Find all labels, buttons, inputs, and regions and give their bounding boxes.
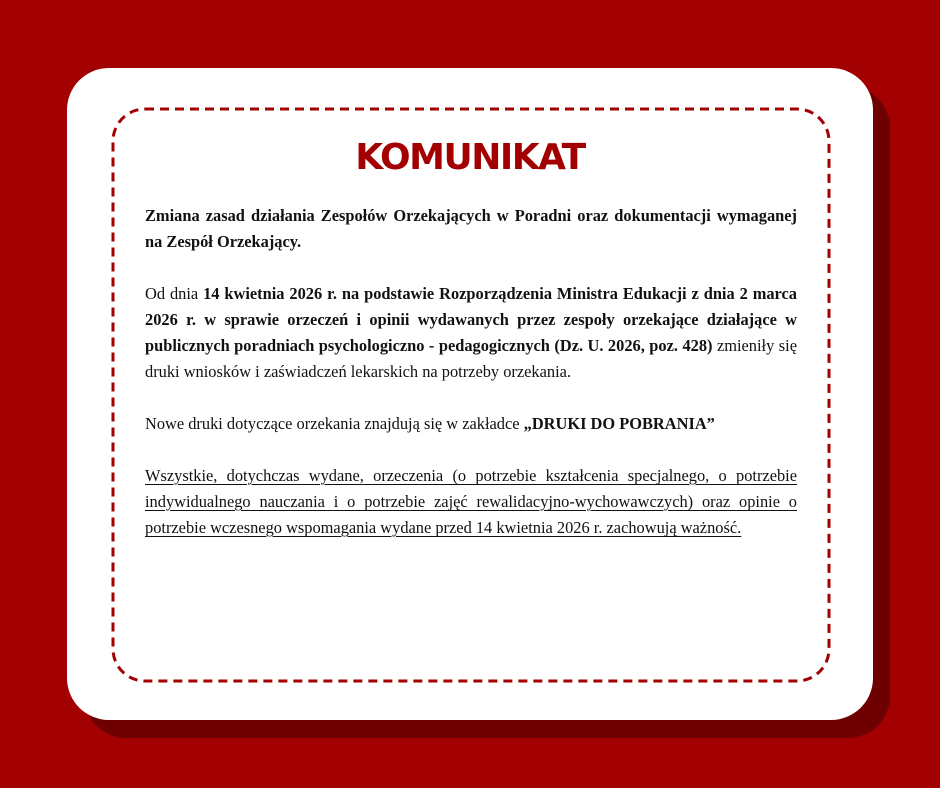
announcement-body — [145, 203, 797, 567]
announcement-heading: Zmiana zasad działania Zespołów Orzekających w Poradni oraz dokumentacji wymaganej na Zespół Orzekający. — [145, 206, 797, 251]
paragraph-validity: Wszystkie, dotychczas wydane, orzeczenia (o potrzebie kształcenia specjalnego, o potrzebie indywidualnego nauczania i o potrzebie zajęć rewalidacyjno-wychowawczych) oraz opinie o potrzebie wczesnego wspomagania wydane przed 14 kwietnia 2026 r. zachowują ważność. — [145, 466, 797, 537]
announcement-title: KOMUNIKAT — [355, 137, 585, 178]
downloads-tab-name: „DRUKI DO POBRANIA” — [523, 414, 715, 433]
effective-date: 14 kwietnia 2026 r. — [203, 284, 337, 303]
paragraph-regulation: Od dnia 14 kwietnia 2026 r. na podstawie Rozporządzenia Ministra Edukacji z dnia 2 marca 2026 r. w sprawie orzeczeń i opinii wydawanych przez zespoły orzekające działające w publicznych poradniach psychologiczno - pedagogicznych (Dz. U. 2026, poz. 428) zmieniły się druki wniosków i zaświadczeń lekarskich na potrzeby orzekania. — [145, 284, 797, 381]
paragraph-downloads: Nowe druki dotyczące orzekania znajdują się w zakładce „DRUKI DO POBRANIA” — [145, 414, 715, 433]
regulation-name: Rozporządzenia Ministra Edukacji — [439, 284, 687, 303]
